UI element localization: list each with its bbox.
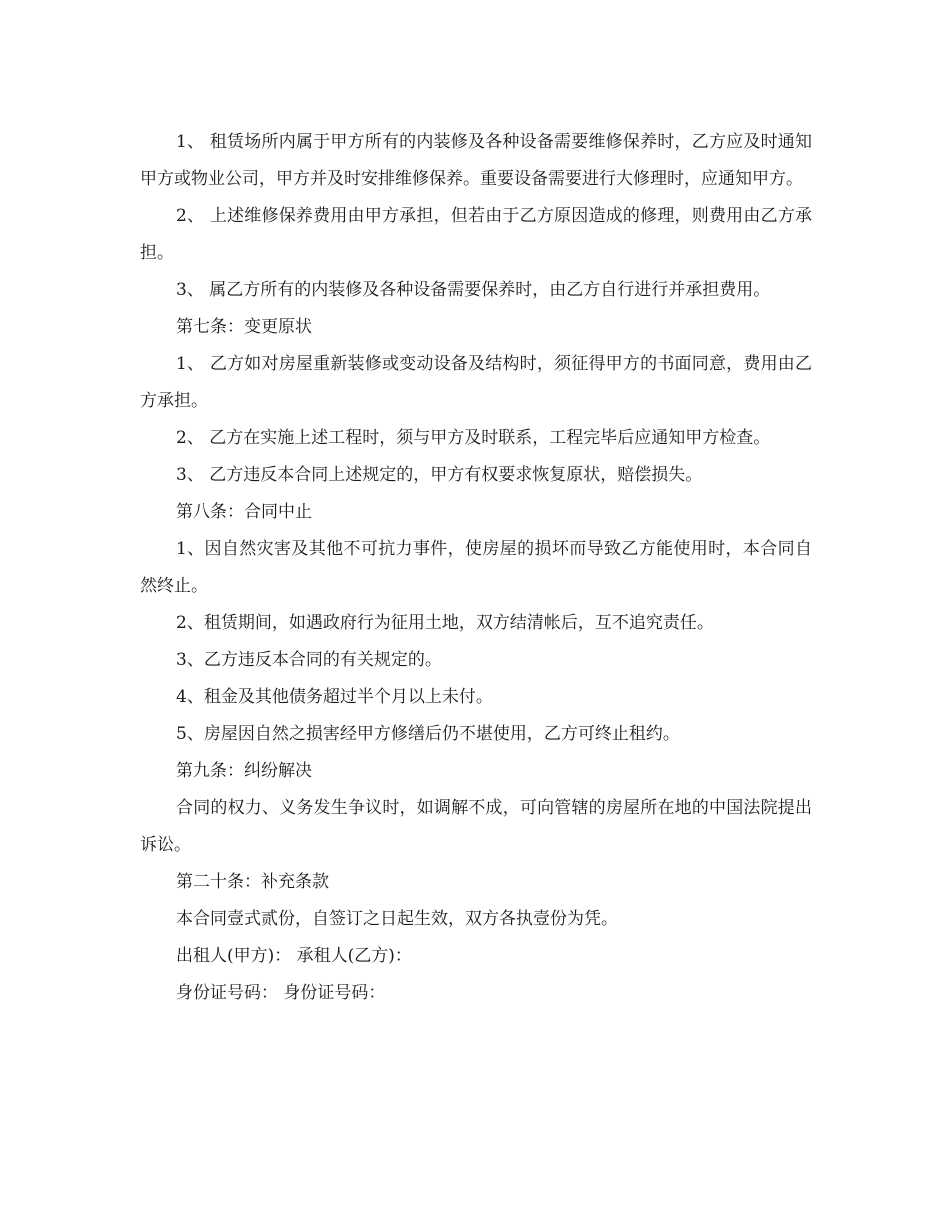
article-7-item-2: 2、 乙方在实施上述工程时，须与甲方及时联系，工程完毕后应通知甲方检查。: [176, 428, 771, 448]
article-8-item-3: 3、乙方违反本合同的有关规定的。: [176, 650, 442, 670]
article-8-item-2: 2、租赁期间，如遇政府行为征用土地，双方结清帐后，互不追究责任。: [176, 613, 714, 633]
article-7-item-1: 1、 乙方如对房屋重新装修或变动设备及结构时，须征得甲方的书面同意，费用由乙方承担。: [140, 354, 812, 411]
article-9-heading: 第九条：纠纷解决: [176, 761, 312, 781]
clause-maintenance-item-2: 2、 上述维修保养费用由甲方承担，但若由于乙方原因造成的修理，则费用由乙方承担。: [140, 206, 812, 263]
document-body: [140, 124, 812, 1012]
article-8-item-5: 5、房屋因自然之损害经甲方修缮后仍不堪使用，乙方可终止租约。: [176, 724, 680, 744]
article-8-heading: 第八条：合同中止: [176, 502, 312, 522]
article-20-heading: 第二十条：补充条款: [176, 872, 329, 892]
id-number-line: 身份证号码： 身份证号码：: [176, 983, 386, 1003]
article-8-item-4: 4、租金及其他债务超过半个月以上未付。: [176, 687, 493, 707]
clause-maintenance-item-1: 1、 租赁场所内属于甲方所有的内装修及各种设备需要维修保养时，乙方应及时通知甲方或物业公司，甲方并及时安排维修保养。重要设备需要进行大修理时，应通知甲方。: [140, 132, 812, 189]
article-8-item-1: 1、因自然灾害及其他不可抗力事件，使房屋的损坏而导致乙方能使用时，本合同自然终止。: [140, 539, 812, 596]
article-7-heading: 第七条：变更原状: [176, 317, 312, 337]
clause-maintenance-item-3: 3、 属乙方所有的内装修及各种设备需要保养时，由乙方自行进行并承担费用。: [176, 280, 771, 300]
article-20-body: 本合同壹式贰份，自签订之日起生效，双方各执壹份为凭。: [176, 909, 618, 929]
signature-parties-line: 出租人(甲方)： 承租人(乙方)：: [176, 946, 412, 966]
article-9-body: 合同的权力、义务发生争议时，如调解不成，可向管辖的房屋所在地的中国法院提出诉讼。: [140, 798, 812, 855]
article-7-item-3: 3、 乙方违反本合同上述规定的，甲方有权要求恢复原状，赔偿损失。: [176, 465, 703, 485]
